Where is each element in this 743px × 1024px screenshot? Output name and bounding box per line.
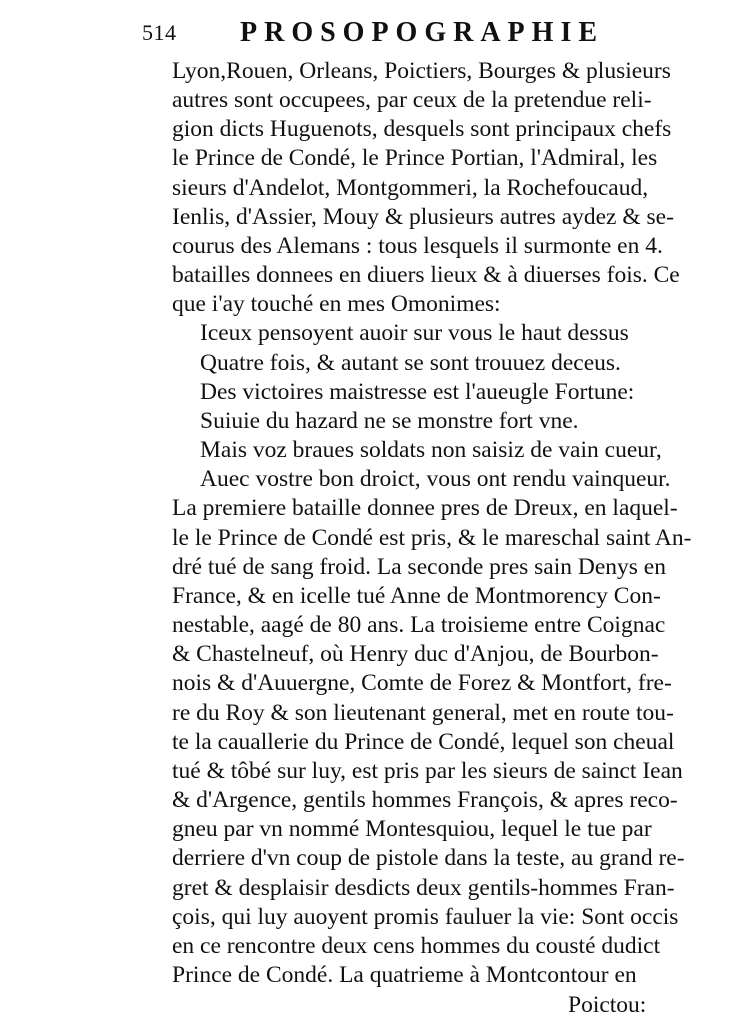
verse-line: Quatre fois, & autant se sont trouuez deceus. xyxy=(200,349,621,376)
text-line: autres sont occupees, par ceux de la pretendue reli- xyxy=(172,87,652,114)
text-line: La premiere bataille donnee pres de Dreux, en laquel- xyxy=(172,495,678,522)
text-line: France, & en icelle tué Anne de Montmorency Con- xyxy=(172,582,661,609)
verse-line: Auec vostre bon droict, vous ont rendu vainqueur. xyxy=(200,466,671,493)
text-line: que i'ay touché en mes Omonimes: xyxy=(172,291,501,318)
text-line: en ce rencontre deux cens hommes du cousté dudict xyxy=(172,932,661,959)
text-line: courus des Alemans : tous lesquels il surmonte en 4. xyxy=(172,232,663,259)
text-line: & d'Argence, gentils hommes François, & apres reco- xyxy=(172,787,678,814)
text-line: te la cauallerie du Prince de Condé, lequel son cheual xyxy=(172,728,675,755)
text-line: batailles donnees en diuers lieux & à diuerses fois. Ce xyxy=(172,262,680,289)
verse-line: Iceux pensoyent auoir sur vous le haut dessus xyxy=(200,320,629,347)
text-line: derriere d'vn coup de pistole dans la teste, au grand re- xyxy=(172,845,685,872)
text-line: gneu par vn nommé Montesquiou, lequel le tue par xyxy=(172,816,652,843)
verse-line: Des victoires maistresse est l'aueugle Fortune: xyxy=(200,378,635,405)
text-line: nois & d'Auuergne, Comte de Forez & Montfort, fre- xyxy=(172,670,672,697)
text-line: le Prince de Condé, le Prince Portian, l'Admiral, les xyxy=(172,145,658,172)
text-line: çois, qui luy auoyent promis fauluer la vie: Sont occis xyxy=(172,903,679,930)
verse-line: Mais voz braues soldats non saisiz de vain cueur, xyxy=(200,437,662,464)
text-line: re du Roy & son lieutenant general, met en route tou- xyxy=(172,699,674,726)
text-line: Lyon,Rouen, Orleans, Poictiers, Bourges & plusieurs xyxy=(172,58,671,84)
text-line: & Chastelneuf, où Henry duc d'Anjou, de Bourbon- xyxy=(172,641,659,668)
text-line: gion dicts Huguenots, desquels sont principaux chefs xyxy=(172,116,672,143)
text-line: nestable, aagé de 80 ans. La troisieme entre Coignac xyxy=(172,612,666,639)
text-line: sieurs d'Andelot, Montgommeri, la Rochefoucaud, xyxy=(172,174,649,201)
text-line: le le Prince de Condé est pris, & le mareschal saint An- xyxy=(172,524,692,551)
text-line: gret & desplaisir desdicts deux gentils-hommes Fran- xyxy=(172,874,675,901)
catchword: Poictou: xyxy=(568,992,647,1018)
text-line: dré tué de sang froid. La seconde pres sain Denys en xyxy=(172,553,666,580)
verse-line: Suiuie du hazard ne se monstre fort vne. xyxy=(200,407,579,434)
running-head: PROSOPOGRAPHIE xyxy=(240,17,605,48)
page-number: 514 xyxy=(142,20,177,45)
text-line: Ienlis, d'Assier, Mouy & plusieurs autres aydez & se- xyxy=(172,203,674,230)
text-line: Prince de Condé. La quatrieme à Montcontour en xyxy=(172,962,637,988)
text-line: tué & tôbé sur luy, est pris par les sieurs de sainct Iean xyxy=(172,757,683,784)
